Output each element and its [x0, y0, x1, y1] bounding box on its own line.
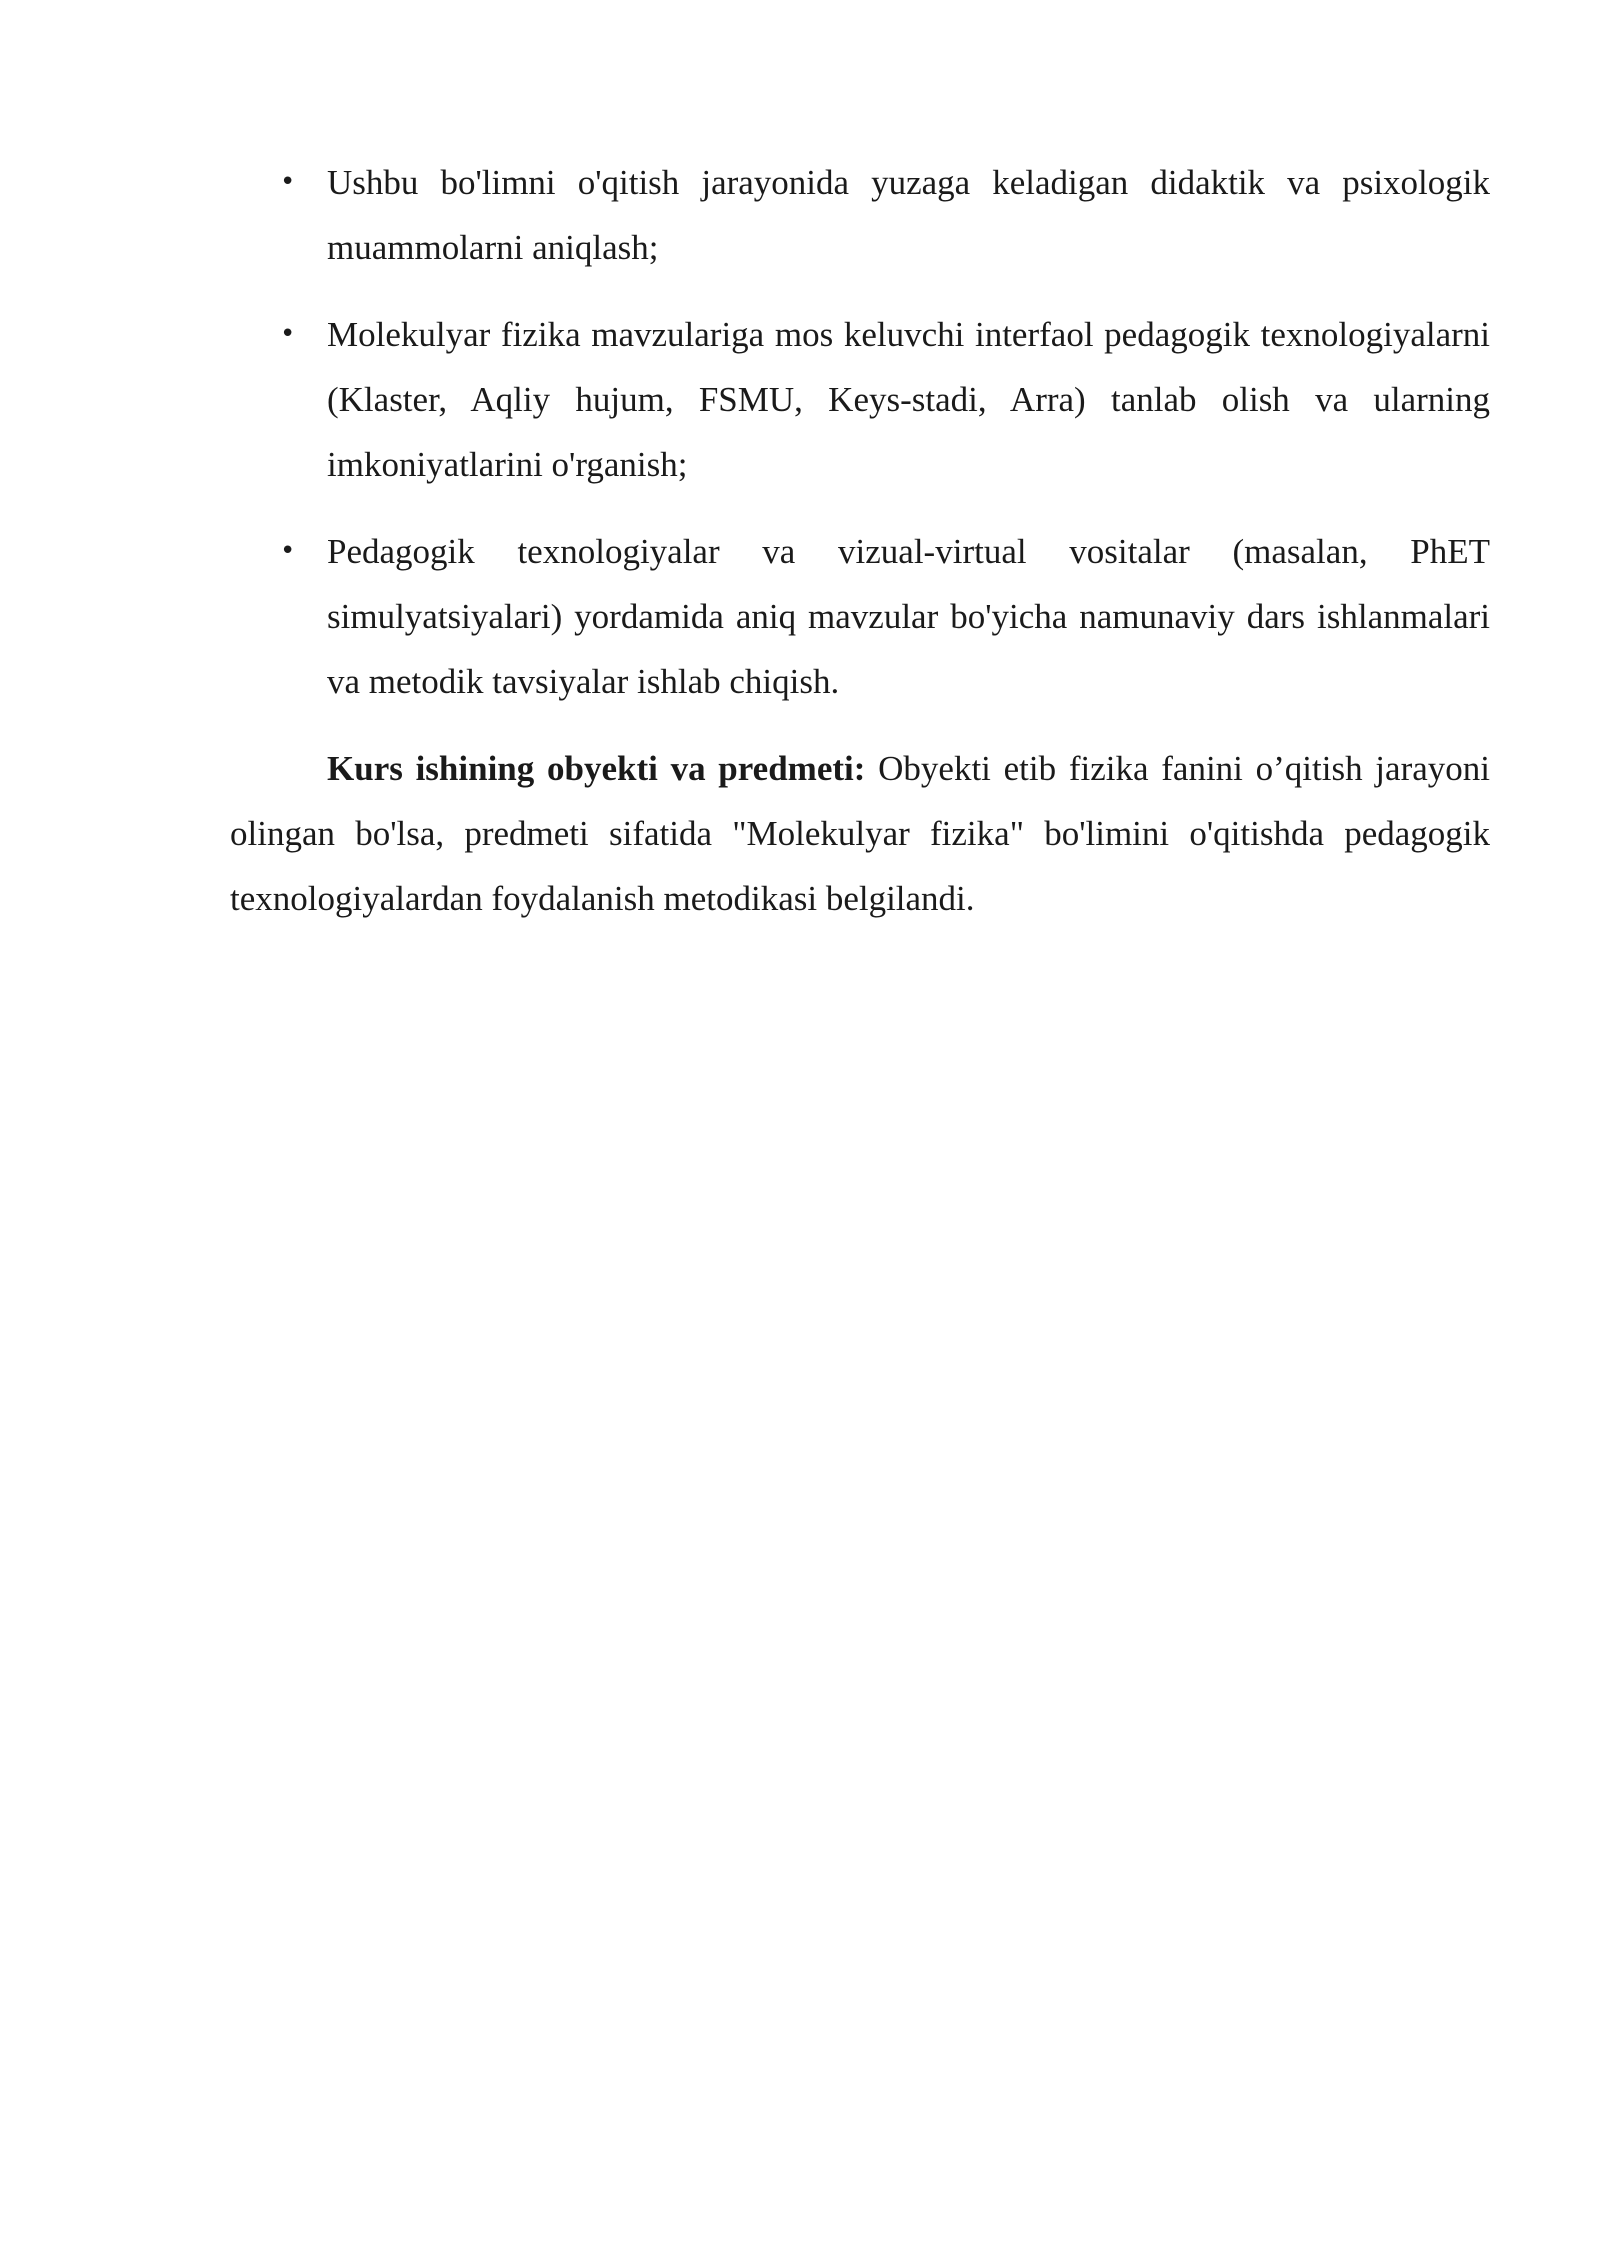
object-subject-paragraph: [230, 736, 1490, 931]
list-item-text: Ushbu bo'limni o'qitish jarayonida yuzaga keladigan didaktik va psixologik muammolarni aniqlash;: [327, 163, 1490, 267]
bullet-icon: •: [280, 167, 296, 197]
bullet-icon: •: [280, 319, 296, 349]
bullet-icon: •: [280, 536, 296, 566]
page-content: [230, 150, 1490, 931]
paragraph-heading: Kurs ishining obyekti va predmeti:: [327, 749, 866, 788]
list-item-text: Pedagogik texnologiyalar va vizual-virtual vositalar (masalan, PhET simulyatsiyalari) yordamida aniq mavzular bo'yicha namunaviy dars ishlanmalari va metodik tavsiyalar ishlab chiqish.: [327, 532, 1490, 701]
list-item: [230, 519, 1490, 714]
list-item-text: Molekulyar fizika mavzulariga mos keluvchi interfaol pedagogik texnologiyalarni (Klaster, Aqliy hujum, FSMU, Keys-stadi, Arra) tanlab olish va ularning imkoniyatlarini o'rganish;: [327, 315, 1490, 484]
paragraph-text: Obyekti etib fizika fanini o’qitish jarayoni olingan bo'lsa, predmeti sifatida "Molekulyar fizika" bo'limini o'qitishda pedagogik texnologiyalardan foydalanish metodikasi belgilandi.: [230, 749, 1490, 918]
list-item: [230, 302, 1490, 497]
bullet-list: [230, 150, 1490, 714]
list-item: [230, 150, 1490, 280]
